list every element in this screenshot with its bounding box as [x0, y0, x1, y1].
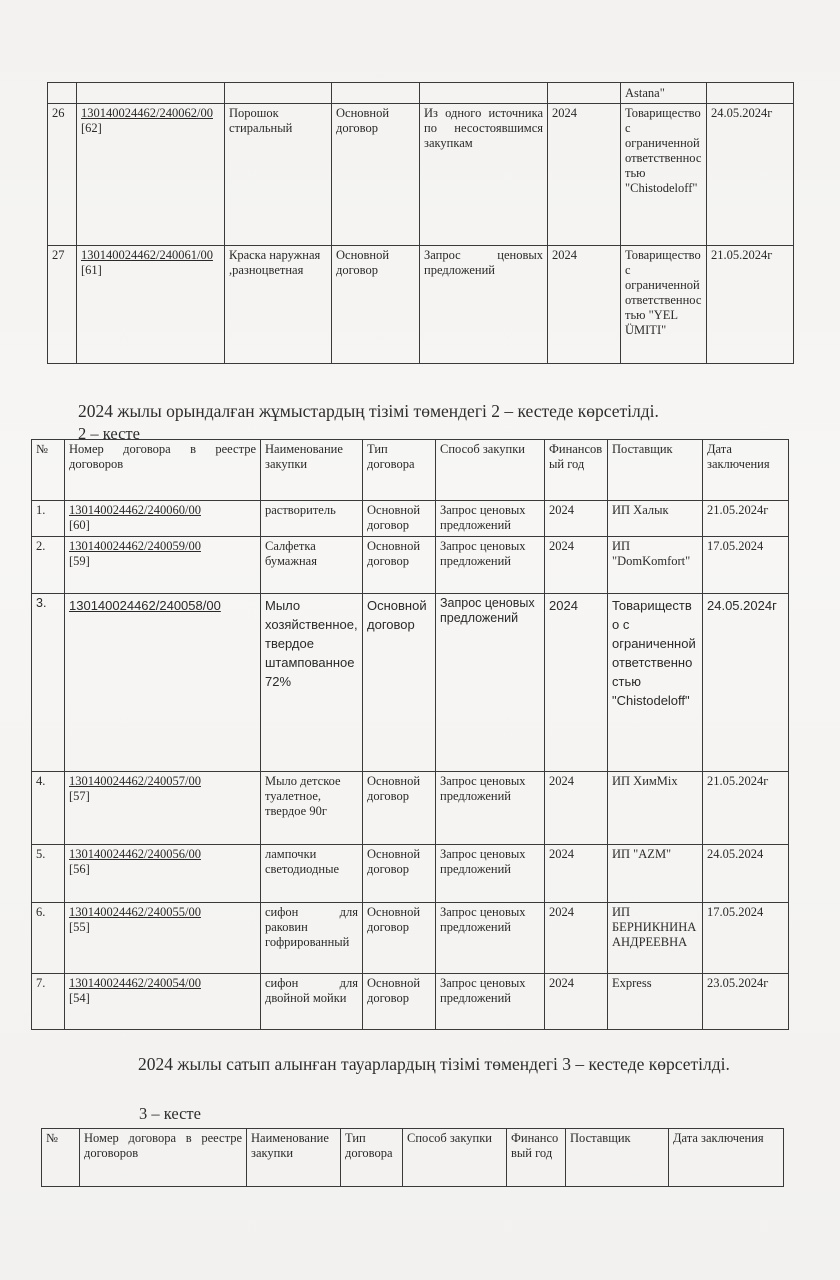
table-row — [32, 501, 789, 537]
purchase-method: Запрос ценовых предложений — [436, 501, 545, 537]
purchase-method: Запрос ценовых предложений — [436, 594, 545, 772]
contract-number: 130140024462/240058/00 — [69, 598, 221, 613]
row-number: 26 — [48, 104, 77, 246]
contract-ref: [59] — [69, 554, 90, 568]
table-3 — [41, 1128, 784, 1187]
row-number: 1. — [32, 501, 65, 537]
table-row — [32, 903, 789, 974]
header-item: Наименование закупки — [261, 440, 363, 501]
header-item: Наименование закупки — [247, 1129, 341, 1187]
table-row — [32, 537, 789, 594]
contract-cell — [65, 594, 261, 772]
header-contract: Номер договора в реестре договоров — [80, 1129, 247, 1187]
header-year: Финансовый год — [545, 440, 608, 501]
fiscal-year: 2024 — [548, 246, 621, 364]
table-3-caption: 3 – кесте — [139, 1104, 201, 1123]
fiscal-year: 2024 — [548, 104, 621, 246]
supplier: Товарищество с ограниченной ответственностью "YEL ÜMITI" — [621, 246, 707, 364]
contract-ref: [55] — [69, 920, 90, 934]
contract-date: 24.05.2024г — [703, 594, 789, 772]
header-method: Способ закупки — [403, 1129, 507, 1187]
purchase-method: Запрос ценовых предложений — [420, 246, 548, 364]
contract-date: 17.05.2024 — [703, 537, 789, 594]
supplier: ИП "DomKomfort" — [608, 537, 703, 594]
contract-cell — [77, 246, 225, 364]
table-1 — [47, 82, 794, 364]
contract-number: 130140024462/240054/00 — [69, 976, 201, 990]
contract-number: 130140024462/240056/00 — [69, 847, 201, 861]
contract-cell — [65, 501, 261, 537]
contract-cell — [65, 974, 261, 1030]
header-supplier: Поставщик — [608, 440, 703, 501]
item-name: растворитель — [261, 501, 363, 537]
item-name: Мыло хозяйственное, твердое штампованное 72% — [261, 594, 363, 772]
item-name: Краска наружная ,разноцветная — [225, 246, 332, 364]
contract-ref: [62] — [81, 121, 102, 135]
contract-cell — [77, 104, 225, 246]
table-row — [48, 83, 794, 104]
header-method: Способ закупки — [436, 440, 545, 501]
table-2-caption: 2 – кесте — [78, 424, 140, 443]
header-supplier: Поставщик — [566, 1129, 669, 1187]
contract-cell — [65, 845, 261, 903]
row-number: 6. — [32, 903, 65, 974]
supplier: Товарищество с ограниченной ответственностью "Chistodeloff" — [621, 104, 707, 246]
supplier-cell: Astana" — [621, 83, 707, 104]
row-number: 4. — [32, 772, 65, 845]
contract-ref: [57] — [69, 789, 90, 803]
supplier: ИП ХимMix — [608, 772, 703, 845]
contract-number: 130140024462/240062/00 — [81, 106, 213, 120]
item-name: Мыло детское туалетное, твердое 90г — [261, 772, 363, 845]
table-row — [32, 772, 789, 845]
supplier: ИП БЕРНИКНИНА АНДРЕЕВНА — [608, 903, 703, 974]
contract-number: 130140024462/240055/00 — [69, 905, 201, 919]
fiscal-year: 2024 — [545, 974, 608, 1030]
supplier: Express — [608, 974, 703, 1030]
item-name: сифон для раковин гофрированный — [261, 903, 363, 974]
contract-cell — [65, 772, 261, 845]
contract-type: Основной договор — [363, 772, 436, 845]
header-contract: Номер договора в реестре договоров — [65, 440, 261, 501]
table-header-row — [42, 1129, 784, 1187]
table-row — [48, 246, 794, 364]
fiscal-year: 2024 — [545, 772, 608, 845]
item-name: лампочки светодиодные — [261, 845, 363, 903]
contract-type: Основной договор — [363, 845, 436, 903]
contract-number: 130140024462/240060/00 — [69, 503, 201, 517]
fiscal-year: 2024 — [545, 537, 608, 594]
header-year: Финансовый год — [507, 1129, 566, 1187]
contract-date: 21.05.2024г — [703, 772, 789, 845]
contract-date: 21.05.2024г — [707, 246, 794, 364]
supplier: ИП "AZM" — [608, 845, 703, 903]
table-header-row — [32, 440, 789, 501]
contract-ref: [54] — [69, 991, 90, 1005]
fiscal-year: 2024 — [545, 845, 608, 903]
contract-number: 130140024462/240057/00 — [69, 774, 201, 788]
fiscal-year: 2024 — [545, 501, 608, 537]
paragraph-works: 2024 жылы орындалған жұмыстардың тізімі төмендегі 2 – кестеде көрсетілді. — [78, 401, 659, 421]
contract-type: Основной договор — [363, 594, 436, 772]
table-row — [32, 594, 789, 772]
contract-date: 21.05.2024г — [703, 501, 789, 537]
contract-type: Основной договор — [363, 903, 436, 974]
contract-type: Основной договор — [363, 501, 436, 537]
table-row — [32, 974, 789, 1030]
row-number: 5. — [32, 845, 65, 903]
row-number: 27 — [48, 246, 77, 364]
contract-number: 130140024462/240059/00 — [69, 539, 201, 553]
paragraph-goods: 2024 жылы сатып алынған тауарлардың тізімі төмендегі 3 – кестеде көрсетілді. — [138, 1054, 730, 1074]
item-name: Салфетка бумажная — [261, 537, 363, 594]
contract-cell — [65, 537, 261, 594]
fiscal-year: 2024 — [545, 903, 608, 974]
header-date: Дата заключения — [703, 440, 789, 501]
header-type: Тип договора — [363, 440, 436, 501]
contract-type: Основной договор — [332, 104, 420, 246]
contract-cell — [65, 903, 261, 974]
row-number: 3. — [32, 594, 65, 772]
contract-ref: [61] — [81, 263, 102, 277]
contract-ref: [56] — [69, 862, 90, 876]
row-number: 7. — [32, 974, 65, 1030]
supplier: ИП Халык — [608, 501, 703, 537]
row-number: 2. — [32, 537, 65, 594]
header-number: № — [32, 440, 65, 501]
contract-type: Основной договор — [332, 246, 420, 364]
purchase-method: Запрос ценовых предложений — [436, 537, 545, 594]
purchase-method: Запрос ценовых предложений — [436, 903, 545, 974]
contract-number: 130140024462/240061/00 — [81, 248, 213, 262]
header-number: № — [42, 1129, 80, 1187]
fiscal-year: 2024 — [545, 594, 608, 772]
contract-date: 17.05.2024 — [703, 903, 789, 974]
item-name: сифон для двойной мойки — [261, 974, 363, 1030]
purchase-method: Из одного источника по несостоявшимся закупкам — [420, 104, 548, 246]
supplier: Товарищество с ограниченной ответственностью "Chistodeloff" — [608, 594, 703, 772]
item-name: Порошок стиральный — [225, 104, 332, 246]
contract-date: 24.05.2024г — [707, 104, 794, 246]
table-row — [32, 845, 789, 903]
table-2 — [31, 439, 789, 1030]
contract-type: Основной договор — [363, 537, 436, 594]
table-row — [48, 104, 794, 246]
purchase-method: Запрос ценовых предложений — [436, 845, 545, 903]
header-date: Дата заключения — [669, 1129, 784, 1187]
contract-date: 23.05.2024г — [703, 974, 789, 1030]
purchase-method: Запрос ценовых предложений — [436, 974, 545, 1030]
contract-date: 24.05.2024 — [703, 845, 789, 903]
purchase-method: Запрос ценовых предложений — [436, 772, 545, 845]
header-type: Тип договора — [341, 1129, 403, 1187]
contract-type: Основной договор — [363, 974, 436, 1030]
contract-ref: [60] — [69, 518, 90, 532]
